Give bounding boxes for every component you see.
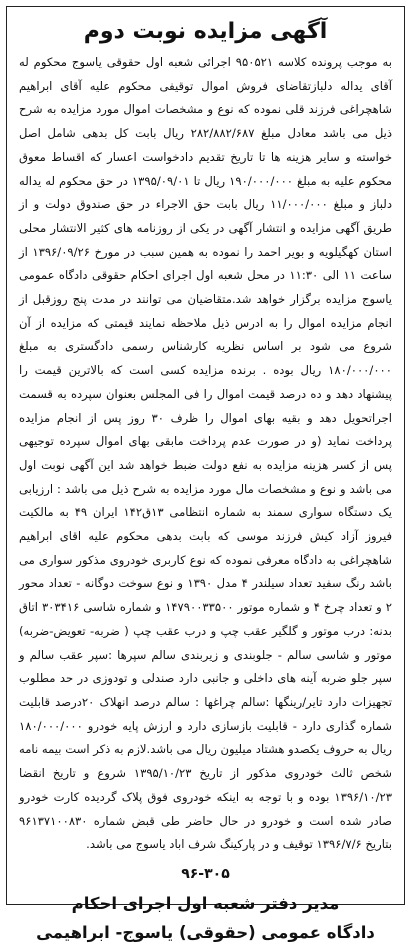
signature-line-2: دادگاه عمومی (حقوقی) یاسوج- ابراهیمی [36, 922, 375, 942]
notice-title: آگهی مزایده نوبت دوم [83, 19, 328, 44]
notice-page [6, 6, 405, 942]
notice-body: به موجب پرونده کلاسه ۹۵۰۵۲۱ اجرائی شعبه اول حقوقی یاسوج محکوم له آقای یداله دلبازتقاضای فروش اموال توقیفی محکوم علیه آقای ابراهیم شاهچراغی فرزند قلی نموده که نوع و مشخصات اموال مورد مزایده به شرح ذیل می باشد معادل مبلغ ۲۸۲/۸۸۲/۶۸۷ ریال بابت کل بدهی شامل اصل خواسته و سایر هزینه ها تا تاریخ تقدیم دادخواست اعسار که اقساط معوق محکوم علیه به مبلغ ۱۹۰/۰۰۰/۰۰۰ ریال تا ۱۳۹۵/۰۹/۰۱ در حق محکوم له یداله دلباز و مبلغ ۱۱/۰۰۰/۰۰۰ ریال بابت حق الاجراء در حق صندوق دولت و از طریق آگهی مزایده و انتشار آگهی در یکی از روزنامه های کثیر الانتشار محلی استان کهگیلویه و بویر احمد را نموده به همین سبب در مورخ ۱۳۹۶/۰۹/۲۶ از ساعت ۱۱ الی ۱۱:۳۰ در محل شعبه اول اجرای احکام حقوقی دادگاه عمومی یاسوج مزایده برگزار خواهد شد.متقاضیان می توانند در مدت پنج روزقبل از انجام مزایده اموال را به ادرس ذیل ملاحظه نمایند قیمتی که مزایده از آن شروع می شود بر اساس نظریه کارشناس رسمی دادگستری به مبلغ ۱۸۰/۰۰۰/۰۰۰ ریال بوده . برنده مزایده کسی است که بالاترین قیمت را پیشنهاد دهد و ده درصد قیمت اموال را فی المجلس بعنوان سپرده به قسمت اجراتحویل دهد و بقیه بهای اموال را ظرف ۳۰ روز پس از انجام مزایده پرداخت نماید (و در صورت عدم پرداخت مابقی بهای اموال سپرده توجیهی پس از کسر هزینه مزایده به نفع دولت ضبط خواهد شد این آگهی نوبت اول می باشد و نوع و مشخصات مال مورد مزایده به شرح ذیل می باشد : ارزیابی یک دستگاه سواری سمند به شماره انتظامی ۱۳ق۱۴۲ ایران ۴۹ به مالکیت فیروز آزاد کیش فرزند موسی که بابت بدهی محکوم علیه اقای ابراهیم شاهچراغی به دادگاه معرفی نموده که نوع کاربری خودروی مذکور سواری می باشد رنگ سفید تعداد سیلندر ۴ مدل ۱۳۹۰ و نوع سوخت دوگانه - تعداد محور ۲ و تعداد چرخ ۴ و شماره موتور ۱۴۷۹۰۰۳۳۵۰۰ و شماره شاسی ۳۰۳۴۱۶ اتاق بدنه: درب موتور و گلگیر عقب چپ و درب عقب چپ ( ضربه- تعویض-ضربه) موتور و شاسی سالم - جلوبندی و زیربندی سالم سپرها :سپر عقب سالم و سپر جلو ضربه آینه های داخلی و جانبی دارد صندلی و تودوزی در حد مطلوب تجهیزات دارد تایر/رینگها :سالم چراغها : سالم درصد انهلاک ۲۰درصد قابلیت شماره گذاری دارد - قابلیت بازسازی دارد و ارزش پایه خودرو ۱۸۰/۰۰۰/۰۰۰ ریال به حروف یکصدو هشتاد میلیون ریال می باشد.لازم به ذکر است بیمه نامه شخص ثالث خودروی مذکور از تاریخ ۱۳۹۵/۱۰/۲۳ شروع و تاریخ انقضا ۱۳۹۶/۱۰/۲۳ بوده و با توجه به اینکه خودروی فوق پلاک گردیده کارت خودرو صادر شده است و خودرو در حال حاضر طی قبض شماره ۹۶۱۳۷۱۰۰۸۳۰ بتاریخ ۱۳۹۶/۷/۶ توقیف و در پارکینگ شرف اباد یاسوج می باشد. [19, 55, 393, 852]
reference-number: ۹۶-۳۰۵ [181, 865, 230, 882]
signature-line-1: مدیر دفتر شعبه اول اجرای احکام [71, 893, 340, 913]
signature-block [7, 889, 404, 947]
